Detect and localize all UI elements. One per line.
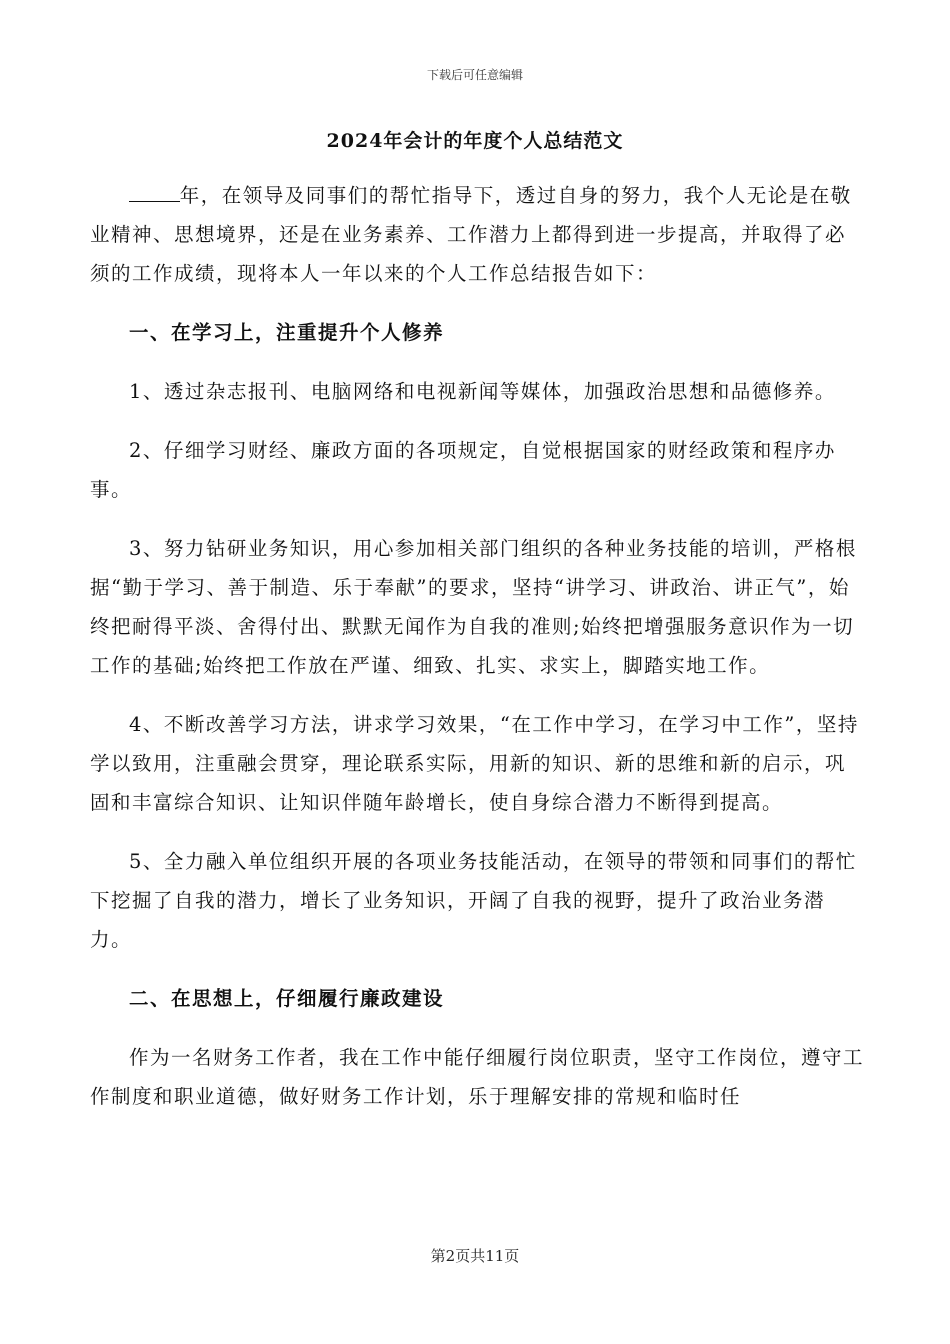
section-2-heading: 二、在思想上，仔细履行廉政建设 — [129, 987, 445, 1010]
page-number-footer: 第2页共11页 — [430, 1247, 520, 1265]
section-1-item-4: 4、不断改善学习方法，讲求学习效果，“在工作中学习，在学习中工作”，坚持学以致用，注重融会贯穿，理论联系实际，用新的知识、新的思维和新的启示，巩固和丰富综合知识、让知识伴随年龄增长，使自身综合潜力不断得到提高。 — [90, 713, 859, 814]
section-1-heading: 一、在学习上，注重提升个人修养 — [129, 321, 445, 344]
header-note: 下载后可任意编辑 — [426, 68, 523, 82]
document-title: 2024年会计的年度个人总结范文 — [326, 130, 624, 152]
section-1-item-1: 1、透过杂志报刊、电脑网络和电视新闻等媒体，加强政治思想和品德修养。 — [129, 380, 836, 403]
document-body — [90, 176, 865, 1136]
section-2-paragraph: 作为一名财务工作者，我在工作中能仔细履行岗位职责，坚守工作岗位，遵守工作制度和职业道德，做好财务工作计划，乐于理解安排的常规和临时任 — [90, 1046, 865, 1108]
intro-text: 年，在领导及同事们的帮忙指导下，透过自身的努力，我个人无论是在敬业精神、思想境界，还是在业务素养、工作潜力上都得到进一步提高，并取得了必须的工作成绩，现将本人一年以来的个人工作总结报告如下： — [90, 184, 852, 285]
intro-paragraph — [90, 176, 865, 293]
fill-in-blank — [129, 178, 180, 202]
section-1-item-3: 3、努力钻研业务知识，用心参加相关部门组织的各种业务技能的培训，严格根据“勤于学习、善于制造、乐于奉献”的要求，坚持“讲学习、讲政治、讲正气”，始终把耐得平淡、舍得付出、默默无闻作为自我的准则;始终把增强服务意识作为一切工作的基础;始终把工作放在严谨、细致、扎实、求实上，脚踏实地工作。 — [90, 537, 857, 677]
section-1-item-2: 2、仔细学习财经、廉政方面的各项规定，自觉根据国家的财经政策和程序办事。 — [90, 439, 836, 501]
section-1-item-5: 5、全力融入单位组织开展的各项业务技能活动，在领导的带领和同事们的帮忙下挖掘了自我的潜力，增长了业务知识，开阔了自我的视野，提升了政治业务潜力。 — [90, 850, 857, 951]
